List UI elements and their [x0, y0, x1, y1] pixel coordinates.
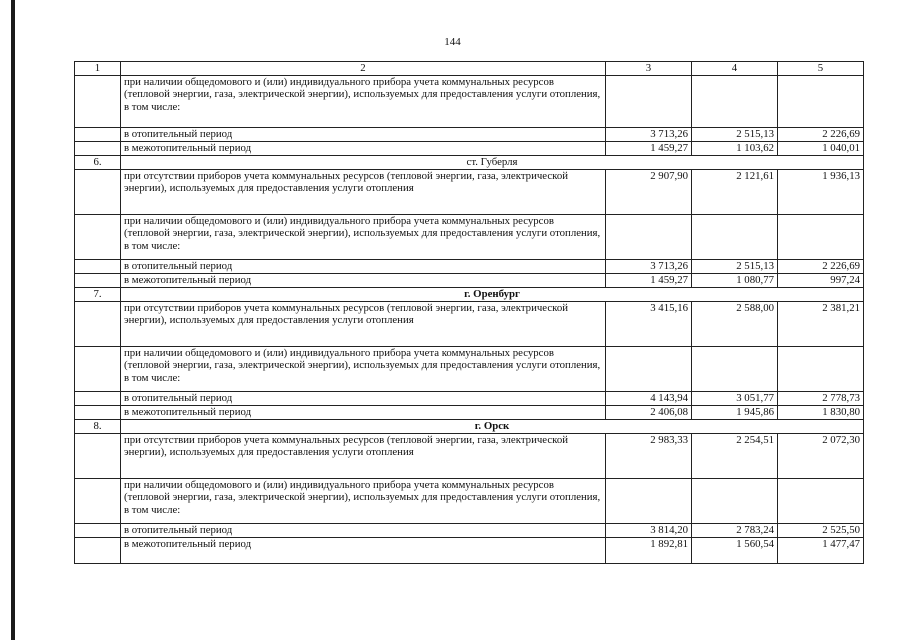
row-number-cell [75, 346, 121, 391]
tariff-table [74, 61, 864, 564]
tariff-value-col4: 2 121,61 [692, 169, 778, 214]
settlement-title: г. Оренбург [121, 287, 864, 301]
tariff-value-col5: 1 936,13 [778, 169, 864, 214]
row-number-cell [75, 75, 121, 127]
tariff-value-col5: 1 477,47 [778, 537, 864, 563]
tariff-value-col4: 1 560,54 [692, 537, 778, 563]
tariff-value-col4: 2 588,00 [692, 301, 778, 346]
tariff-value-col5: 2 226,69 [778, 127, 864, 141]
row-number-cell [75, 478, 121, 523]
row-number-cell [75, 537, 121, 563]
tariff-value-col3 [606, 75, 692, 127]
description-cell: в отопительный период [121, 391, 606, 405]
description-cell: при наличии общедомового и (или) индивидуального прибора учета коммунальных ресурсов (тепловой энергии, газа, электрической энергии), используемых для предоставления услуги отопления, в том числе: [121, 346, 606, 391]
tariff-value-col4: 1 080,77 [692, 273, 778, 287]
tariff-value-col5: 2 525,50 [778, 523, 864, 537]
tariff-value-col4: 1 945,86 [692, 405, 778, 419]
tariff-value-col4 [692, 346, 778, 391]
description-cell: при отсутствии приборов учета коммунальных ресурсов (тепловой энергии, газа, электрической энергии), используемых для предоставления услуги отопления [121, 301, 606, 346]
section-header-row [75, 419, 864, 433]
tariff-value-col3: 2 983,33 [606, 433, 692, 478]
row-number-cell [75, 273, 121, 287]
tariff-value-col5: 1 040,01 [778, 141, 864, 155]
table-row [75, 405, 864, 419]
table-row [75, 273, 864, 287]
section-header-row [75, 155, 864, 169]
section-header-row [75, 287, 864, 301]
tariff-value-col5: 2 072,30 [778, 433, 864, 478]
section-number: 6. [75, 155, 121, 169]
scan-edge [11, 0, 15, 640]
row-number-cell [75, 433, 121, 478]
column-header-4: 4 [692, 62, 778, 76]
tariff-value-col4: 2 783,24 [692, 523, 778, 537]
row-number-cell [75, 214, 121, 259]
tariff-value-col3: 4 143,94 [606, 391, 692, 405]
settlement-title: ст. Губерля [121, 155, 864, 169]
tariff-value-col3: 3 814,20 [606, 523, 692, 537]
tariff-value-col5: 2 778,73 [778, 391, 864, 405]
description-cell: в отопительный период [121, 127, 606, 141]
tariff-value-col3: 1 459,27 [606, 273, 692, 287]
description-cell: в межотопительный период [121, 537, 606, 563]
description-cell: в отопительный период [121, 523, 606, 537]
tariff-value-col3: 1 459,27 [606, 141, 692, 155]
table-row [75, 75, 864, 127]
table-row [75, 478, 864, 523]
tariff-value-col5 [778, 75, 864, 127]
tariff-value-col3: 3 713,26 [606, 127, 692, 141]
tariff-value-col5: 2 381,21 [778, 301, 864, 346]
table-row [75, 127, 864, 141]
table-row [75, 259, 864, 273]
tariff-value-col4: 2 515,13 [692, 127, 778, 141]
row-number-cell [75, 169, 121, 214]
tariff-value-col4: 2 254,51 [692, 433, 778, 478]
page-number: 144 [444, 36, 461, 48]
table-row [75, 141, 864, 155]
table-row [75, 391, 864, 405]
tariff-value-col3: 3 713,26 [606, 259, 692, 273]
row-number-cell [75, 127, 121, 141]
settlement-title: г. Орск [121, 419, 864, 433]
column-number-row [75, 62, 864, 76]
tariff-value-col5: 997,24 [778, 273, 864, 287]
tariff-value-col5: 1 830,80 [778, 405, 864, 419]
description-cell: в межотопительный период [121, 405, 606, 419]
description-cell: при отсутствии приборов учета коммунальных ресурсов (тепловой энергии, газа, электрической энергии), используемых для предоставления услуги отопления [121, 433, 606, 478]
tariff-value-col3: 1 892,81 [606, 537, 692, 563]
tariff-value-col3: 2 907,90 [606, 169, 692, 214]
description-cell: при отсутствии приборов учета коммунальных ресурсов (тепловой энергии, газа, электрической энергии), используемых для предоставления услуги отопления [121, 169, 606, 214]
description-cell: при наличии общедомового и (или) индивидуального прибора учета коммунальных ресурсов (тепловой энергии, газа, электрической энергии), используемых для предоставления услуги отопления, в том числе: [121, 478, 606, 523]
table-row [75, 346, 864, 391]
tariff-value-col4 [692, 214, 778, 259]
section-number: 7. [75, 287, 121, 301]
description-cell: при наличии общедомового и (или) индивидуального прибора учета коммунальных ресурсов (тепловой энергии, газа, электрической энергии), используемых для предоставления услуги отопления, в том числе: [121, 75, 606, 127]
description-cell: в межотопительный период [121, 141, 606, 155]
tariff-value-col3: 2 406,08 [606, 405, 692, 419]
section-number: 8. [75, 419, 121, 433]
column-header-2: 2 [121, 62, 606, 76]
column-header-5: 5 [778, 62, 864, 76]
table-row [75, 301, 864, 346]
tariff-value-col3 [606, 346, 692, 391]
table-row [75, 523, 864, 537]
description-cell: при наличии общедомового и (или) индивидуального прибора учета коммунальных ресурсов (тепловой энергии, газа, электрической энергии), используемых для предоставления услуги отопления, в том числе: [121, 214, 606, 259]
tariff-value-col4 [692, 478, 778, 523]
description-cell: в межотопительный период [121, 273, 606, 287]
table-row [75, 169, 864, 214]
tariff-value-col5 [778, 478, 864, 523]
tariff-value-col4 [692, 75, 778, 127]
tariff-value-col3 [606, 478, 692, 523]
tariff-value-col4: 1 103,62 [692, 141, 778, 155]
table-row [75, 214, 864, 259]
tariff-value-col4: 2 515,13 [692, 259, 778, 273]
tariff-value-col5 [778, 346, 864, 391]
table-row [75, 433, 864, 478]
tariff-value-col5 [778, 214, 864, 259]
tariff-value-col3: 3 415,16 [606, 301, 692, 346]
row-number-cell [75, 391, 121, 405]
row-number-cell [75, 523, 121, 537]
tariff-value-col4: 3 051,77 [692, 391, 778, 405]
row-number-cell [75, 301, 121, 346]
row-number-cell [75, 259, 121, 273]
tariff-value-col3 [606, 214, 692, 259]
column-header-3: 3 [606, 62, 692, 76]
row-number-cell [75, 405, 121, 419]
tariff-value-col5: 2 226,69 [778, 259, 864, 273]
tariff-table-body [75, 62, 864, 564]
description-cell: в отопительный период [121, 259, 606, 273]
column-header-1: 1 [75, 62, 121, 76]
row-number-cell [75, 141, 121, 155]
table-row [75, 537, 864, 563]
